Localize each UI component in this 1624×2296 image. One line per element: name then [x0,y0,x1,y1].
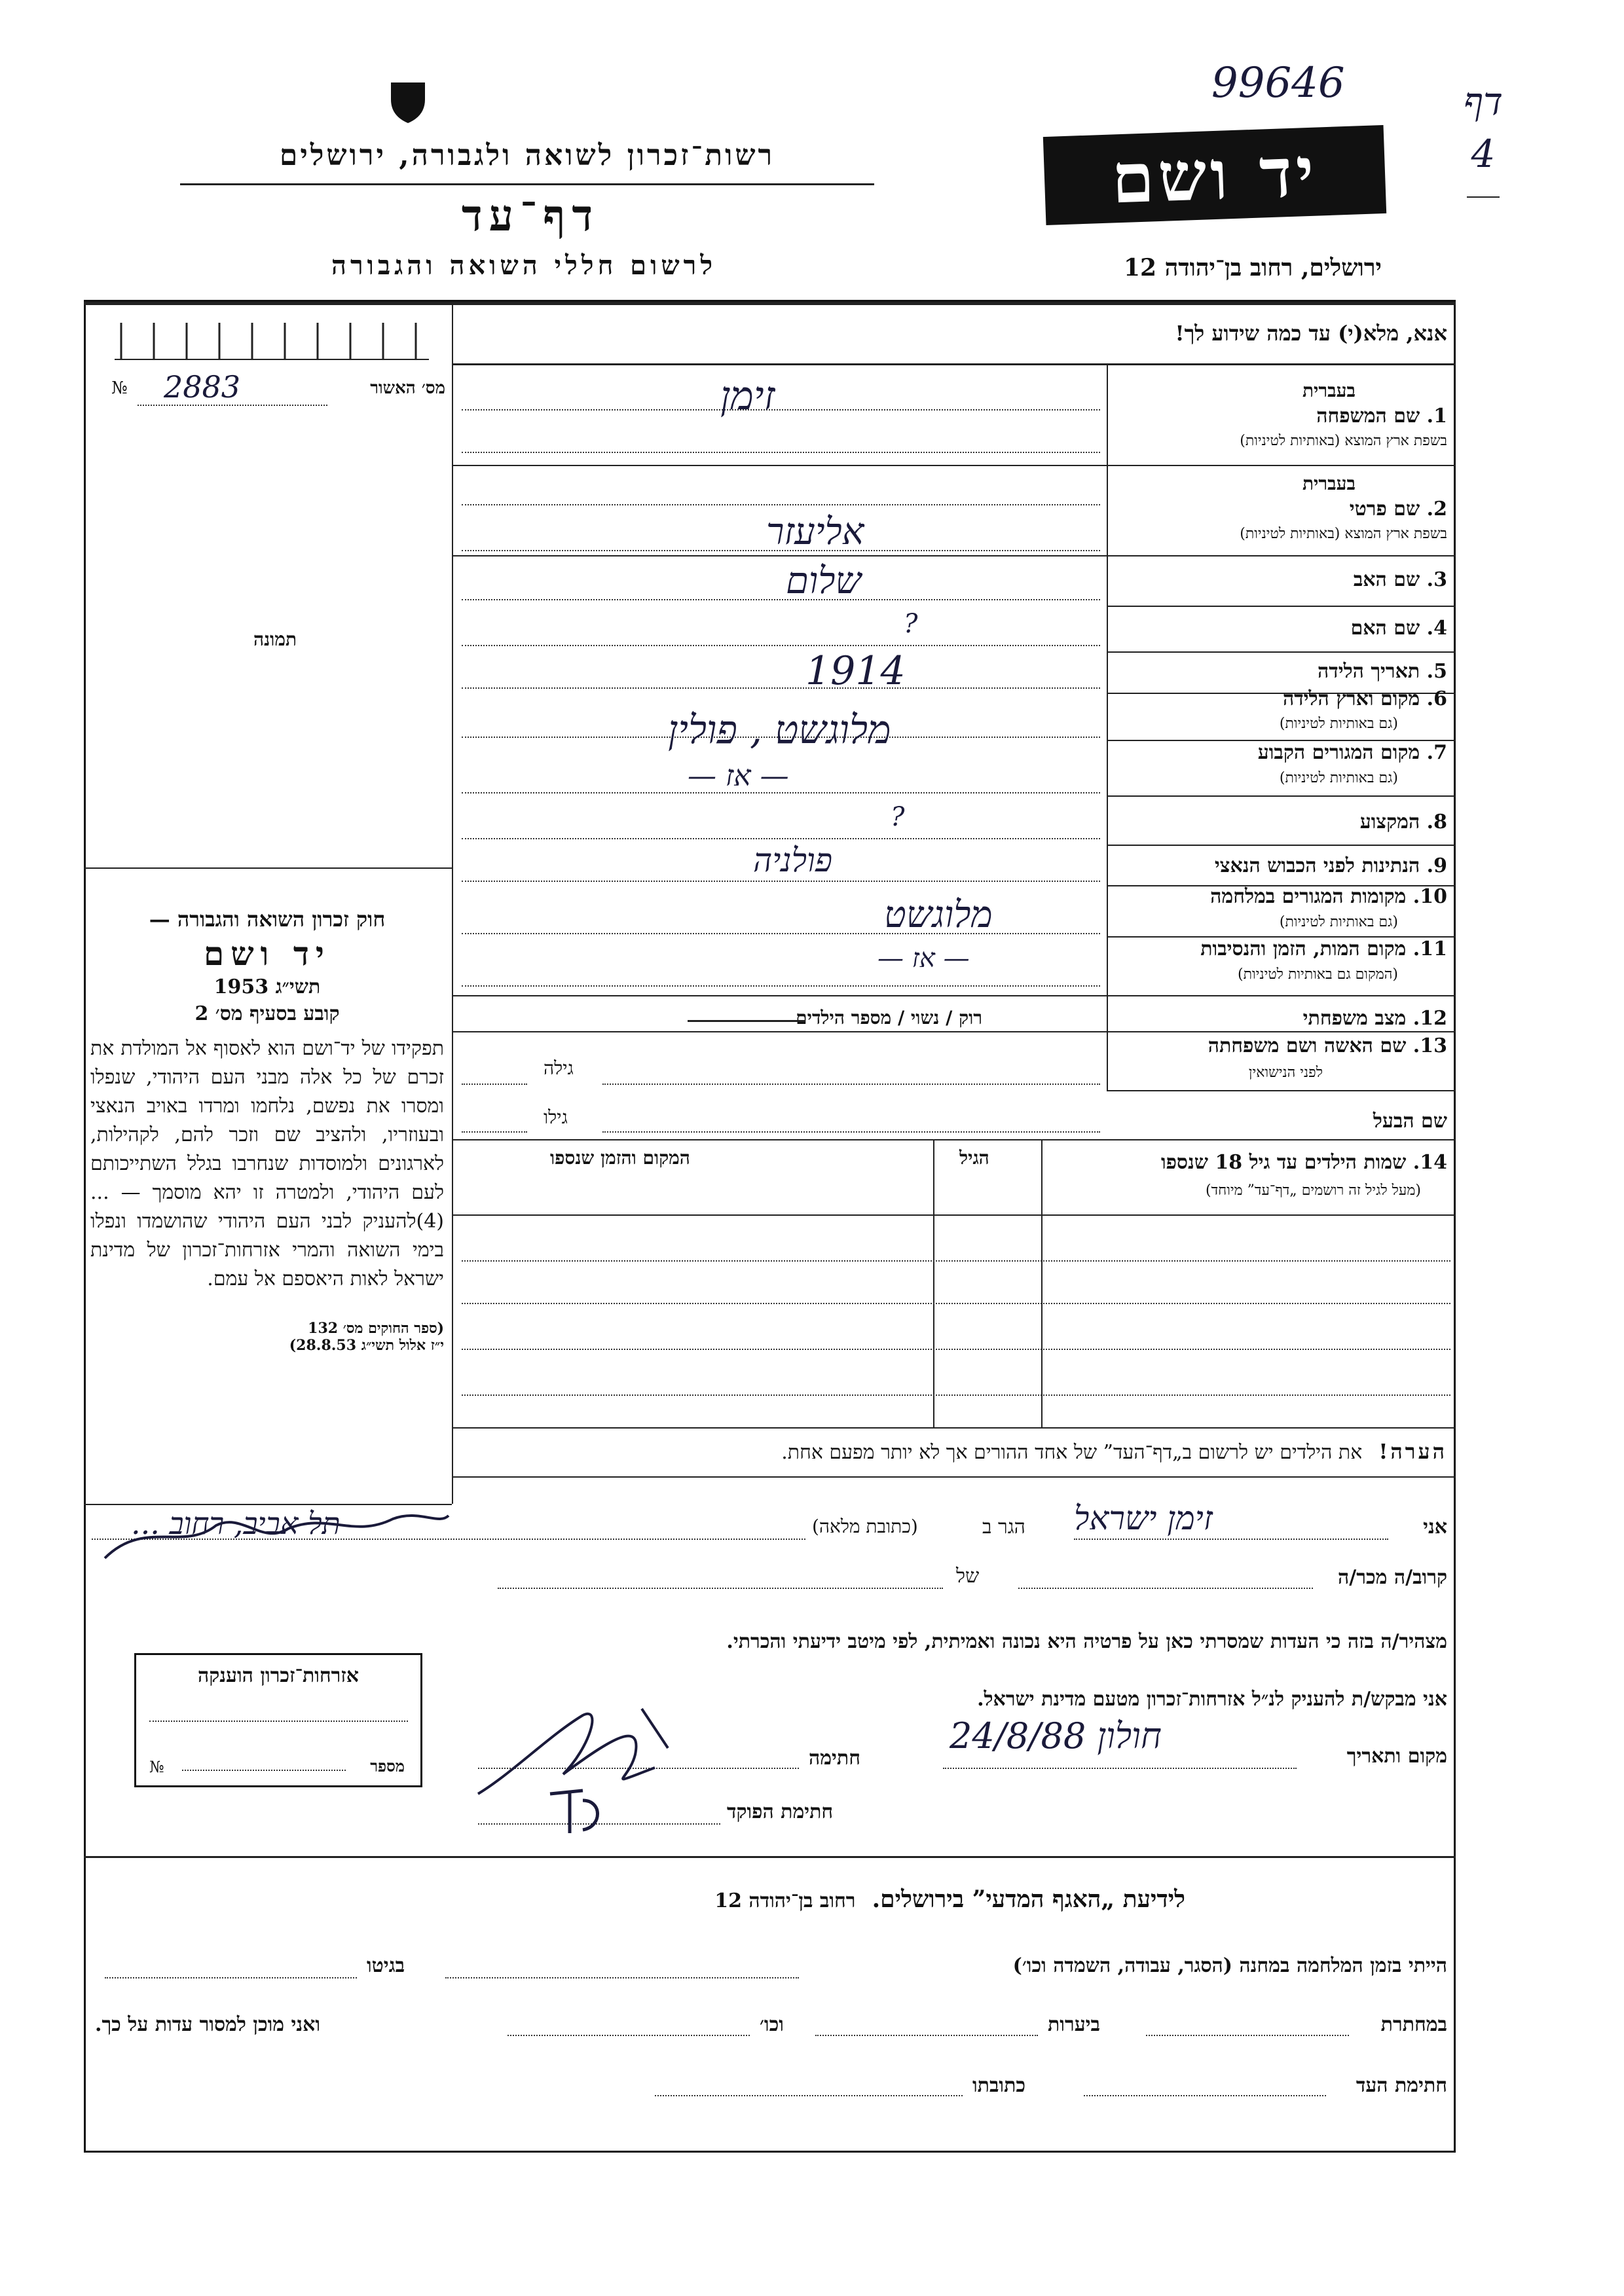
children-place-header: המקום והזמן שנספו [550,1147,690,1169]
document-number: 99646 [1211,59,1345,107]
yad-vashem-logo [1043,125,1386,225]
citizenship-box [134,1653,422,1787]
law-title: חוק זכרון השואה והגבורה — [149,907,386,932]
field-10-sub: (גם באותיות לטיניות) [1279,914,1398,930]
law-name: יד ושם [204,934,331,973]
field-4-num: 4. [1426,617,1447,640]
field-3-num: 3. [1426,568,1447,591]
field-11-label: מקום המות, הזמן והנסיבות [1200,938,1407,960]
law-text: תפקידו של יד־ושם הוא לאסוף אל המולדת את זכרם של כל אלה מבני העם היהודי, שנפלו ומסרו את נפשם, נלחמו ומרדו באויב הנאצי ובעוזריו, ולהציב שם וזכר להם, לקהילות, לארגונים ולמוסדות שנחרבו בגלל השתייכותם לעם היהודי, ולמטרה זו יהא מוסמך — ...(4)להעניק לבני העם היהודי שהושמדו ונפלו בימי השואה והמרי אזרחות־זכרון של מדינת ישראל לאות היאספם אל עמם. [90,1037,444,1290]
of-label: של [956,1565,980,1588]
law-clause: קובע בסעיף מס׳ 2 [194,1002,340,1025]
field-6-num: 6. [1426,687,1447,710]
declaration-ani: אני [1423,1516,1447,1539]
bottom-line1-a: הייתי בזמן המלחמה במחנה (הסגר, עבודה, השמדה וכו׳) [1012,1954,1447,1977]
bottom-title: לידיעת „האגף המדעי” בירושלים. [872,1886,1185,1913]
officer-signature-label: חתימת הפוקד [727,1800,834,1823]
bottom-line2-d: ואני מוכן למסור עדות על כך. [95,2013,321,2036]
field-13-label: שם האשה ושם משפחתה [1208,1034,1407,1057]
photo-label: תמונה [253,629,297,650]
declarant-address[interactable]: תל אביב, רחוב ... [131,1506,341,1541]
bottom-title-row [714,1886,1185,1913]
field-12-options[interactable]: רוק / נשוי / מספר הילדים [796,1007,982,1029]
hebrew-label-2: בעברית [1302,473,1356,494]
note-text: את הילדים יש לרשום ב„דף־העד” של אחד ההורים אך לא יותר מפעם אחת. [781,1441,1363,1464]
bottom-line1-b: בגיטו [367,1954,405,1977]
field-9-label: הנתינות לפני הכבוש הנאצי [1214,854,1420,877]
field-4-label: שם האם [1350,617,1420,640]
field-11-sub: (המקום גם באותיות לטיניות) [1238,966,1398,983]
field-11-value[interactable]: — אז — [877,943,970,974]
request-text: אני מבקש/ת להעניק לנ״ל אזרחות־זכרון מטעם מדינת ישראל. [977,1688,1447,1711]
field-7-label: מקום המגורים הקבוע [1257,741,1420,764]
law-year: תשי״ג 1953 [213,975,321,998]
field-9-num: 9. [1426,854,1447,877]
logo-text: יד ושם [1110,131,1320,219]
field-14-sub: (מעל לגיל זה רושמים „דף־עד” מיוחד) [1206,1182,1421,1199]
address: ירושלים, רחוב בן־יהודה 12 [1123,254,1382,282]
signature-label: חתימה [809,1747,860,1770]
field-2-value[interactable]: אליעזר [766,511,864,553]
origin-lang-label-2: בשפת ארץ המוצא (באותיות לטיניות) [1240,526,1447,542]
law-source: (ספר החוקים מס׳ 132 י״ז אלול תשי״ג 28.8.53) [289,1320,444,1354]
bottom-line2-a: במחתרת [1380,2013,1447,2036]
bottom-line2-b: ביערות [1048,2013,1101,2036]
address-paren-label: (כתובת מלאה) [812,1516,918,1537]
field-2-label: שם פרטי [1349,498,1420,520]
form-subtitle: לרשום חללי השואה והגבורה [331,250,717,281]
citizenship-title: אזרחות־זכרון הוענקה [197,1664,360,1687]
citizenship-number-label: מספר [370,1757,405,1776]
law-box [90,907,444,1496]
field-1-value[interactable]: זימן [720,373,775,419]
field-8-label: המקצוע [1359,811,1420,833]
declare-text: מצהיר/ה בזה כי העדות שמסרתי כאן על פרטיה היא נכונה ואמיתית, לפי מיטב ידיעתי והכרתי. [726,1630,1447,1653]
field-13-num: 13. [1412,1034,1447,1057]
field-3-label: שם האב [1353,568,1420,591]
field-1-label: שם המשפחה [1316,405,1420,428]
form-title: דף־עד [461,190,600,241]
field-2-num: 2. [1426,498,1447,520]
permit-number: 2883 [164,369,241,405]
permit-label: מס׳ האשור [370,378,445,398]
field-9-value[interactable]: פולניה [753,841,833,879]
bottom-address: רחוב בן־יהודה 12 [714,1889,856,1912]
place-date-label: מקום ותאריך [1346,1745,1447,1768]
field-8-num: 8. [1426,811,1447,833]
field-6-label: מקום וארץ הלידה [1282,687,1420,710]
origin-lang-label-1: בשפת ארץ המוצא (באותיות לטיניות) [1240,433,1447,449]
field-12-label: מצב משפחתי [1302,1007,1407,1030]
place-date-value[interactable]: חולון 24/8/88 [950,1715,1162,1757]
authority-name: רשות־זכרון לשואה ולגבורה, ירושלים [279,139,775,172]
field-14-num: 14. [1412,1151,1447,1174]
instruction: אנא, מלא(י) עד כמה שידוע לך! [1175,321,1447,346]
field-7-value[interactable]: — אז — [688,759,789,793]
bottom-line3-b: כתובתו [972,2074,1026,2097]
husband-age-label: גילו [544,1106,568,1128]
scrawled-mark [92,1499,458,1571]
tick-marks [115,319,429,360]
field-5-label: תאריך הלידה [1318,660,1420,683]
field-5-value[interactable]: 1914 [805,648,906,694]
bottom-line2-c: וכו׳ [760,2013,784,2036]
bottom-line3-a: חתימת העד [1356,2074,1447,2097]
children-age-header: הגיל [959,1147,989,1169]
field-1-num: 1. [1426,405,1447,428]
field-4-value[interactable]: ? [904,609,918,639]
note-row [781,1439,1447,1464]
field-5-num: 5. [1426,660,1447,683]
declarant-name[interactable]: זימן ישראל [1074,1499,1213,1537]
field-3-value[interactable]: שלום [786,560,862,602]
field-6-value[interactable]: מלוגשט , פולין [668,707,891,753]
corner-mark: דף 4 [1464,79,1503,176]
field-10-num: 10. [1412,885,1447,908]
relative-label: קרוב/ה מכר/ה [1338,1566,1447,1589]
husband-label: שם הבעל [1373,1110,1447,1133]
field-10-label: מקומות המגורים במלחמה [1210,885,1407,908]
field-13-sub: לפני הנישואין [1248,1065,1323,1081]
field-11-num: 11. [1412,938,1447,960]
note-label: הערה! [1378,1439,1447,1464]
field-10-value[interactable]: מלוגשט [884,894,993,936]
field-8-value[interactable]: ? [891,802,905,832]
field-14-label: שמות הילדים עד גיל 18 שנספו [1160,1151,1407,1174]
field-12-num: 12. [1412,1007,1447,1030]
field-7-num: 7. [1426,741,1447,764]
field-7-sub: (גם באותיות לטיניות) [1279,770,1398,786]
hebrew-label-1: בעברית [1302,380,1356,401]
wife-age-label: גילה [544,1057,574,1079]
citizenship-no-sign: № [149,1758,164,1776]
officer-signature-mark [544,1781,622,1840]
field-6-sub: (גם באותיות לטיניות) [1279,716,1398,732]
shield-icon [388,80,428,126]
resides-label: הגר ב [982,1516,1025,1539]
